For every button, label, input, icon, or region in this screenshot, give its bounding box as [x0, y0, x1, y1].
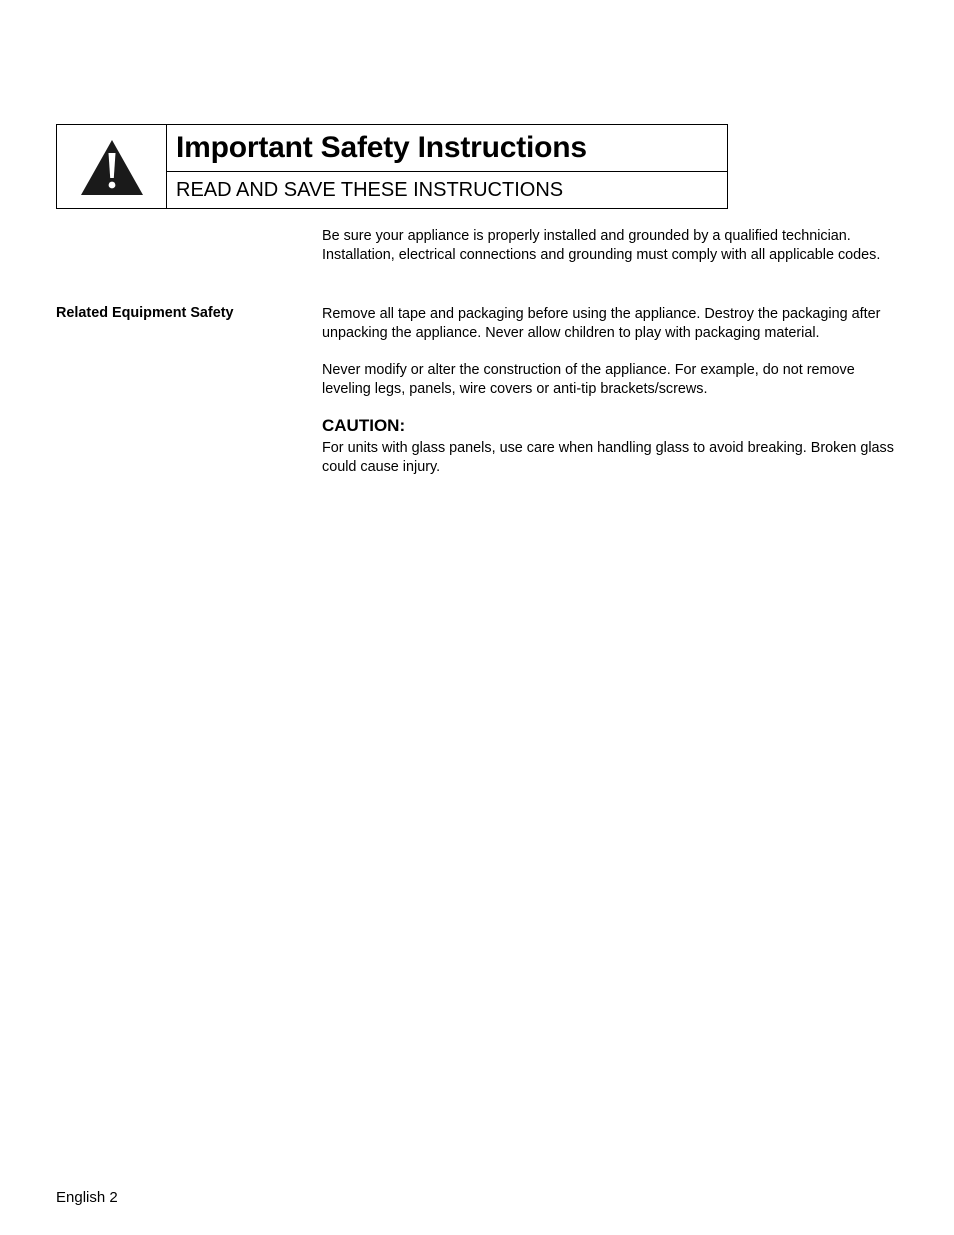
caution-heading: CAUTION:: [322, 416, 406, 435]
page-title: Important Safety Instructions: [176, 131, 587, 164]
intro-paragraph: Be sure your appliance is properly installed and grounded by a qualified technician. Installation, electrical connections and grounding must comply with all applicable codes.: [322, 228, 881, 263]
header-title-cell: [167, 125, 727, 208]
safety-header-box: [56, 124, 728, 209]
warning-icon-cell: [57, 125, 167, 208]
page-subtitle: READ AND SAVE THESE INSTRUCTIONS: [176, 179, 564, 201]
warning-triangle-icon: [80, 138, 144, 196]
section-label: Related Equipment Safety: [56, 305, 234, 321]
packaging-paragraph: Remove all tape and packaging before using the appliance. Destroy the packaging after unpacking the appliance. Never allow children to play with packaging material.: [322, 306, 881, 341]
caution-paragraph: For units with glass panels, use care when handling glass to avoid breaking. Broken glass could cause injury.: [322, 440, 894, 475]
title-row: [167, 125, 727, 172]
modification-paragraph: Never modify or alter the construction of the appliance. For example, do not remove leveling legs, panels, wire covers or anti-tip brackets/screws.: [322, 362, 855, 397]
page-footer: English 2: [56, 1189, 118, 1206]
